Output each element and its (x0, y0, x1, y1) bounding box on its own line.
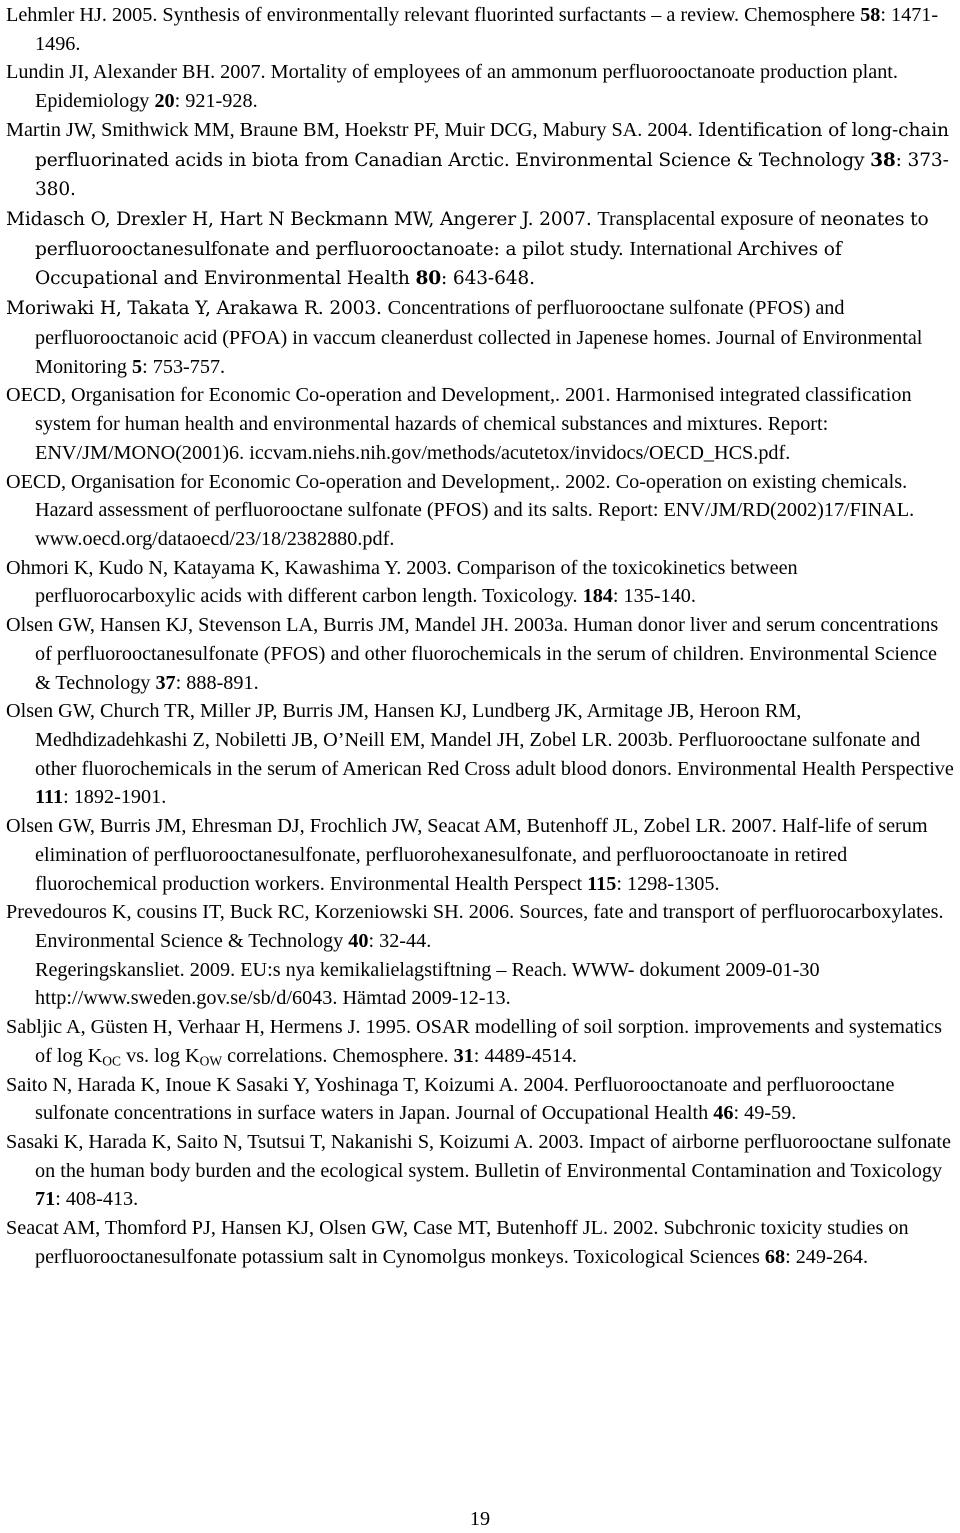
reference-text: : 135-140. (612, 585, 696, 608)
reference-list (6, 0, 956, 1272)
reference-volume: 111 (35, 786, 64, 809)
reference-text: : 921-928. (174, 90, 258, 113)
reference-text: OECD, Organisation for Economic Co-operation and Development,. 2001. Harmonised integrated classification system for human health and environmental hazards of chemical substances and mixtures. Report: ENV/JM/MONO(2001)6. iccvam.niehs.nih.gov/methods/acutetox/invidocs/OECD_HCS.pdf. (6, 384, 912, 464)
reference-entry (6, 956, 956, 1013)
reference-entry (6, 294, 956, 381)
reference-text: : 373-380. (35, 149, 949, 201)
reference-text: Olsen GW, Burris JM, Ehresman DJ, Frochlich JW, Seacat AM, Butenhoff JL, Zobel LR. 2007. Half-life of serum elimination of perfluorooctanesulfonate, perfluorohexanesulfonate, and perfluorooctanoate in retired fluorochemical production workers. Environmental Health Perspect (6, 815, 928, 895)
reference-subscript: OW (199, 1053, 223, 1069)
reference-text: International (629, 237, 738, 260)
reference-volume: 5 (132, 355, 143, 378)
reference-text: : 1471-1496. (35, 4, 939, 55)
reference-entry (6, 554, 956, 611)
reference-entry (6, 611, 956, 697)
reference-text: : 408-413. (55, 1188, 139, 1211)
reference-subscript: OC (102, 1053, 122, 1069)
reference-volume: 20 (154, 90, 175, 113)
reference-entry (6, 697, 956, 812)
reference-text: : 1298-1305. (616, 872, 720, 895)
reference-text: Lundin JI, Alexander BH. 2007. Mortality of employees of an ammonum perfluorooctanoate production plant. Epidemiology (6, 61, 898, 113)
reference-entry (6, 1214, 956, 1271)
reference-volume: 31 (453, 1044, 474, 1067)
reference-text: Regeringskansliet. 2009. EU:s nya kemikalielagstiftning – Reach. WWW- dokument 2009-01-30 http://www.sweden.gov.se/sb/d/6043. Hämtad 2009-12-13. (35, 958, 820, 1010)
reference-text: Concentrations of perfluorooctane sulfonate (PFOS) and perfluorooctanoic acid (PFOA) in vaccum cleanerdust collected in Japenese homes. Journal of Environmental Monitoring (35, 297, 923, 378)
reference-text: Midasch O, Drexler H, Hart N Beckmann MW, Angerer J. 2007. (6, 209, 598, 231)
reference-text: : 753-757. (142, 355, 226, 378)
reference-volume: 115 (587, 872, 617, 895)
reference-text: Transplacental exposure of (597, 208, 821, 231)
reference-entry (6, 898, 956, 955)
reference-text: : 4489-4514. (473, 1044, 577, 1067)
reference-volume: 80 (415, 268, 442, 290)
reference-text: Archives of Occupational and Environmental Health (35, 238, 842, 290)
reference-text: Ohmori K, Kudo N, Katayama K, Kawashima Y. 2003. Comparison of the toxicokinetics between perfluorocarboxylic acids with different carbon length. Toxicology. (6, 556, 798, 608)
reference-text: Seacat AM, Thomford PJ, Hansen KJ, Olsen GW, Case MT, Butenhoff JL. 2002. Subchronic toxicity studies on perfluorooctanesulfonate potassium salt in Cynomolgus monkeys. Toxicological Sciences (6, 1217, 909, 1268)
reference-text: correlations. Chemosphere. (222, 1044, 454, 1067)
reference-entry (6, 1, 956, 58)
reference-text: Olsen GW, Church TR, Miller JP, Burris JM, Hansen KJ, Lundberg JK, Armitage JB, Heroon RM, Medhdizadehkashi Z, Nobiletti JB, O’Neill EM, Mandel JH, Zobel LR. 2003b. Perfluorooctane sulfonate and other fluorochemicals in the serum of American Red Cross adult blood donors. Environmental Health Perspective (6, 700, 954, 780)
reference-text: Lehmler HJ. 2005. Synthesis of environmentally relevant fluorinted surfactants – a review. Chemosphere (6, 4, 861, 26)
reference-entry (6, 58, 956, 115)
reference-entry (6, 205, 956, 294)
reference-entry (6, 1071, 956, 1128)
reference-volume: 38 (870, 149, 896, 171)
reference-volume: 71 (35, 1188, 56, 1211)
reference-entry (6, 812, 956, 898)
reference-text: : 49-59. (733, 1102, 797, 1125)
reference-volume: 37 (155, 671, 176, 694)
reference-text: Sabljic A, Güsten H, Verhaar H, Hermens J. 1995. OSAR modelling of soil sorption. improvements and systematics of log K (6, 1016, 942, 1067)
reference-text: : 1892-1901. (63, 786, 167, 809)
reference-volume: 46 (713, 1102, 734, 1125)
reference-text: Prevedouros K, cousins IT, Buck RC, Korzeniowski SH. 2006. Sources, fate and transport of perfluorocarboxylates. Environmental Science & Technology (6, 901, 944, 952)
reference-text: Saito N, Harada K, Inoue K Sasaki Y, Yoshinaga T, Koizumi A. 2004. Perfluorooctanoate and perfluorooctane sulfonate concentrations in surface waters in Japan. Journal of Occupational Health (6, 1073, 895, 1125)
reference-text: : 249-264. (785, 1245, 869, 1268)
reference-text: Identification of long-chain perfluorinated acids in biota from Canadian Arctic. Environmental Science & Technology (35, 119, 949, 171)
reference-text: : 32-44. (368, 930, 432, 952)
reference-volume: 184 (582, 585, 613, 608)
reference-text: Olsen GW, Hansen KJ, Stevenson LA, Burris JM, Mandel JH. 2003a. Human donor liver and serum concentrations of perfluorooctanesulfonate (PFOS) and other fluorochemicals in the serum of children. Environmental Science & Technology (6, 614, 939, 694)
reference-entry (6, 116, 956, 205)
reference-text: vs. log K (121, 1044, 200, 1067)
reference-volume: 40 (348, 930, 369, 952)
page-number: 19 (469, 1508, 491, 1530)
reference-text: Moriwaki H, Takata Y, Arakawa R. 2003. (6, 298, 388, 320)
reference-text: OECD, Organisation for Economic Co-operation and Development,. 2002. Co-operation on existing chemicals. Hazard assessment of perfluorooctane sulfonate (PFOS) and its salts. Report: ENV/JM/RD(2002)17/FINAL. www.oecd.org/dataoecd/23/18/2382880.pdf. (6, 470, 915, 550)
reference-text: neonates to perfluorooctanesulfonate and perfluorooctanoate: a pilot study. (35, 209, 929, 260)
reference-entry (6, 1128, 956, 1214)
reference-text: Martin JW, Smithwick MM, Braune BM, Hoekstr PF, Muir DCG, Mabury SA. 2004. (6, 118, 698, 141)
reference-volume: 68 (764, 1245, 786, 1268)
reference-text: Sasaki K, Harada K, Saito N, Tsutsui T, Nakanishi S, Koizumi A. 2003. Impact of airborne perfluorooctane sulfonate on the human body burden and the ecological system. Bulletin of Environmental Contamination and Toxicology (6, 1131, 951, 1182)
reference-entry (6, 1013, 956, 1070)
reference-text: : 643-648. (441, 268, 535, 290)
reference-volume: 58 (860, 4, 881, 26)
reference-entry (6, 468, 956, 554)
reference-text: : 888-891. (175, 671, 259, 694)
reference-entry (6, 381, 956, 467)
